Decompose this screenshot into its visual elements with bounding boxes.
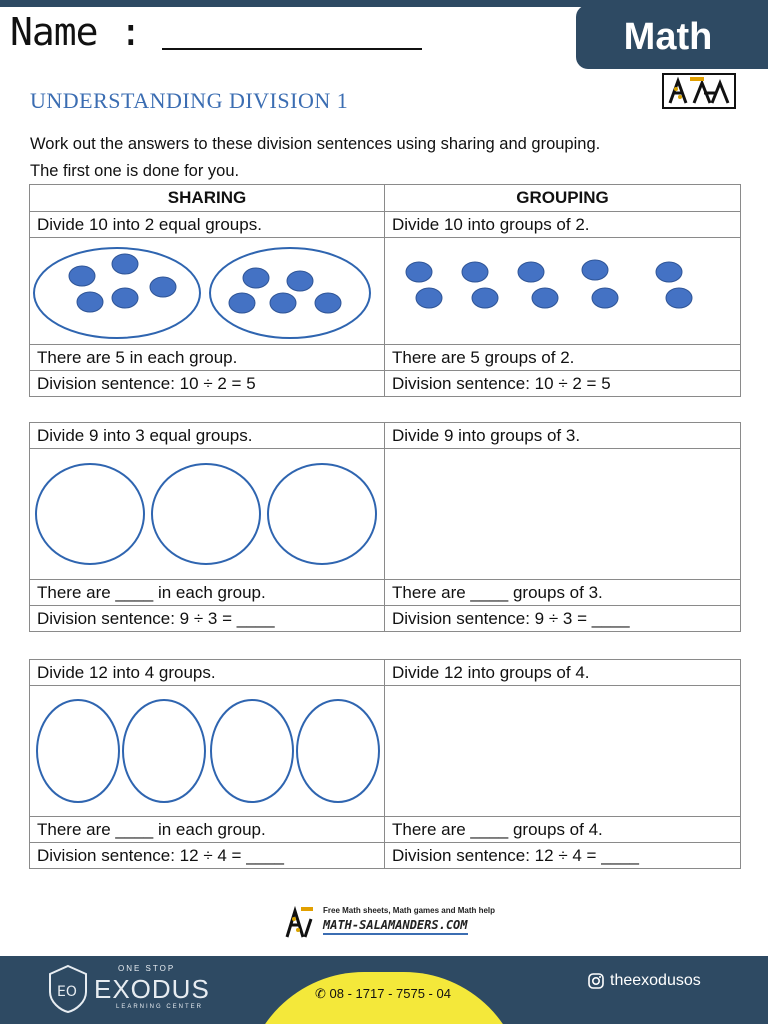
sharing-result: There are ____ in each group. <box>30 817 385 843</box>
sharing-drawing-area[interactable] <box>30 686 385 817</box>
problem-table-1 <box>29 184 741 397</box>
grouping-result: There are 5 groups of 2. <box>385 345 741 371</box>
brand-subtitle: LEARNING CENTER <box>116 1004 204 1010</box>
group-ring <box>210 248 370 338</box>
grouping-sentence: Division sentence: 9 ÷ 3 = ____ <box>385 606 741 632</box>
problem-table-3 <box>29 659 741 869</box>
brand-small-text: ONE STOP <box>118 964 176 973</box>
counter-dot <box>406 262 432 282</box>
grouping-sentence: Division sentence: 10 ÷ 2 = 5 <box>385 371 741 397</box>
sharing-sentence: Division sentence: 9 ÷ 3 = ____ <box>30 606 385 632</box>
counter-dot <box>150 277 176 297</box>
name-label: Name : <box>10 10 142 54</box>
empty-group-circle <box>211 700 293 802</box>
sharing-sentence: Division sentence: 12 ÷ 4 = ____ <box>30 843 385 869</box>
instagram-link[interactable] <box>588 972 701 990</box>
instruction-line: The first one is done for you. <box>30 162 240 180</box>
phone-text: 08 - 1717 - 7575 - 04 <box>329 986 451 1001</box>
counter-dot <box>666 288 692 308</box>
empty-group-circle <box>297 700 379 802</box>
empty-group-circle <box>268 464 376 564</box>
instagram-icon <box>588 973 604 989</box>
counter-dot <box>532 288 558 308</box>
sharing-prompt: Divide 10 into 2 equal groups. <box>30 212 385 238</box>
svg-text:EO: EO <box>57 984 77 1000</box>
problem-table-2 <box>29 422 741 632</box>
counter-dot <box>229 293 255 313</box>
name-write-line <box>162 48 422 50</box>
grouping-prompt: Divide 12 into groups of 4. <box>385 660 741 686</box>
whatsapp-icon: ✆ <box>315 986 326 1001</box>
counter-dot <box>462 262 488 282</box>
instructions <box>30 131 600 185</box>
grouping-prompt: Divide 10 into groups of 2. <box>385 212 741 238</box>
counter-dot <box>287 271 313 291</box>
sharing-result: There are ____ in each group. <box>30 580 385 606</box>
empty-group-circle <box>36 464 144 564</box>
credit-site-link[interactable]: MATH-SALAMANDERS.COM <box>323 918 468 935</box>
counter-dot <box>270 293 296 313</box>
counter-dot <box>77 292 103 312</box>
sharing-result: There are 5 in each group. <box>30 345 385 371</box>
counter-dot <box>416 288 442 308</box>
sharing-prompt: Divide 9 into 3 equal groups. <box>30 423 385 449</box>
sharing-header: SHARING <box>30 185 385 212</box>
counter-dot <box>518 262 544 282</box>
brand-name: EXODUS <box>94 974 210 1004</box>
grouping-drawing-area[interactable] <box>385 686 741 817</box>
salamander-icon <box>283 905 317 939</box>
salamander-logo-icon <box>662 73 736 109</box>
empty-group-circle <box>152 464 260 564</box>
math-salamanders-credit[interactable] <box>283 905 511 939</box>
counter-dot <box>315 293 341 313</box>
grouping-drawing-area <box>385 238 741 345</box>
shield-icon <box>46 964 90 1014</box>
grouping-diagram <box>385 238 741 344</box>
worksheet-title: UNDERSTANDING DIVISION 1 <box>30 88 349 113</box>
grouping-result: There are ____ groups of 4. <box>385 817 741 843</box>
grouping-header: GROUPING <box>385 185 741 212</box>
exodus-logo <box>46 962 210 1018</box>
instagram-handle: theexodusos <box>610 972 701 989</box>
counter-dot <box>69 266 95 286</box>
credit-tagline: Free Math sheets, Math games and Math help <box>323 906 496 915</box>
counter-dot <box>582 260 608 280</box>
empty-group-circle <box>37 700 119 802</box>
sharing-prompt: Divide 12 into 4 groups. <box>30 660 385 686</box>
sharing-circles <box>30 686 385 816</box>
grouping-result: There are ____ groups of 3. <box>385 580 741 606</box>
grouping-drawing-area[interactable] <box>385 449 741 580</box>
phone-number[interactable] <box>315 986 451 1002</box>
footer-bar <box>0 956 768 1024</box>
counter-dot <box>656 262 682 282</box>
counter-dot <box>112 254 138 274</box>
sharing-diagram <box>30 238 385 344</box>
instruction-line: Work out the answers to these division sentences using sharing and grouping. <box>30 135 601 153</box>
empty-group-circle <box>123 700 205 802</box>
sharing-sentence: Division sentence: 10 ÷ 2 = 5 <box>30 371 385 397</box>
sharing-drawing-area <box>30 238 385 345</box>
counter-dot <box>472 288 498 308</box>
sharing-drawing-area[interactable] <box>30 449 385 580</box>
grouping-sentence: Division sentence: 12 ÷ 4 = ____ <box>385 843 741 869</box>
grouping-prompt: Divide 9 into groups of 3. <box>385 423 741 449</box>
counter-dot <box>243 268 269 288</box>
subject-badge: Math <box>576 5 768 69</box>
sharing-circles <box>30 449 385 579</box>
counter-dot <box>112 288 138 308</box>
counter-dot <box>592 288 618 308</box>
